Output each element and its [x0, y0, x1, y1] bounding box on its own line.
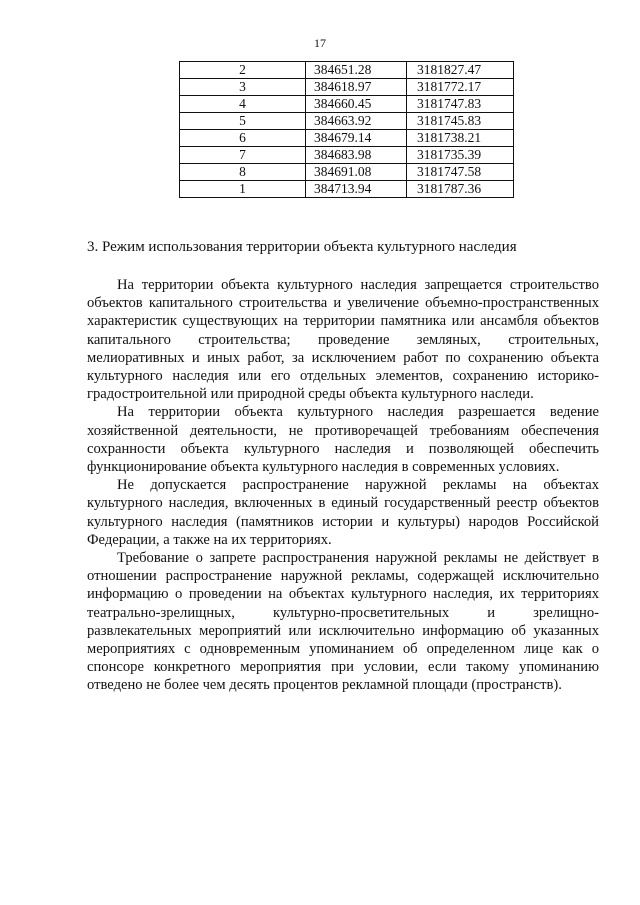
- table-row: [180, 147, 514, 164]
- x-coordinate-cell: 384618.97: [306, 79, 407, 96]
- paragraph: Не допускается распространение наружной рекламы на объектах культурного наследия, включенных в единый государственный реестр объектов культурного наследия (памятников истории и культуры) народов Российской Федерации, а также на их территориях.: [87, 477, 599, 548]
- paragraph: На территории объекта культурного наследия разрешается ведение хозяйственной деятельности, не противоречащей требованиям обеспечения сохранности объекта культурного наследия и позволяющей обеспечить функционирование объекта культурного наследия в современных условиях.: [87, 404, 599, 476]
- x-coordinate-cell: 384691.08: [306, 164, 407, 181]
- section-heading: 3. Режим использования территории объекта культурного наследия: [87, 239, 517, 255]
- y-coordinate-cell: 3181747.58: [407, 164, 514, 181]
- point-number-cell: 8: [180, 164, 306, 181]
- table-row: [180, 113, 514, 130]
- point-number-cell: 4: [180, 96, 306, 113]
- x-coordinate-cell: 384683.98: [306, 147, 407, 164]
- point-number-cell: 5: [180, 113, 306, 130]
- y-coordinate-cell: 3181787.36: [407, 181, 514, 198]
- y-coordinate-cell: 3181745.83: [407, 113, 514, 130]
- point-number-cell: 7: [180, 147, 306, 164]
- x-coordinate-cell: 384651.28: [306, 62, 407, 79]
- table-row: [180, 96, 514, 113]
- point-number-cell: 3: [180, 79, 306, 96]
- x-coordinate-cell: 384663.92: [306, 113, 407, 130]
- point-number-cell: 6: [180, 130, 306, 147]
- x-coordinate-cell: 384679.14: [306, 130, 407, 147]
- y-coordinate-cell: 3181735.39: [407, 147, 514, 164]
- paragraph: На территории объекта культурного наследия запрещается строительство объектов капитального строительства и увеличение объемно-пространственных характеристик существующих на территории памятника или ансамбля объектов капитального строительства; проведение земляных, строительных, мелиоративных и иных работ, за исключением работ по сохранению объекта культурного наследия или его отдельных элементов, сохранению историко-градостроительной или природной среды объекта культурного наследи.: [87, 277, 599, 403]
- y-coordinate-cell: 3181738.21: [407, 130, 514, 147]
- coordinates-table: [179, 61, 514, 198]
- table-row: [180, 181, 514, 198]
- table-row: [180, 130, 514, 147]
- table-row: [180, 164, 514, 181]
- paragraph: Требование о запрете распространения наружной рекламы не действует в отношении распространение наружной рекламы, содержащей исключительно информацию о проведении на объектах культурного наследия, их территориях театрально-зрелищных, культурно-просветительных и зрелищно-развлекательных мероприятий или исключительно информацию об указанных мероприятиях с одновременным упоминанием об определенном лице как о спонсоре конкретного мероприятия при условии, если такому упоминанию отведено не более чем десять процентов рекламной площади (пространств).: [87, 550, 599, 694]
- point-number-cell: 2: [180, 62, 306, 79]
- y-coordinate-cell: 3181747.83: [407, 96, 514, 113]
- section-body: [87, 276, 599, 695]
- x-coordinate-cell: 384713.94: [306, 181, 407, 198]
- page-number: 17: [314, 36, 326, 50]
- x-coordinate-cell: 384660.45: [306, 96, 407, 113]
- point-number-cell: 1: [180, 181, 306, 198]
- y-coordinate-cell: 3181827.47: [407, 62, 514, 79]
- y-coordinate-cell: 3181772.17: [407, 79, 514, 96]
- table-row: [180, 62, 514, 79]
- table-row: [180, 79, 514, 96]
